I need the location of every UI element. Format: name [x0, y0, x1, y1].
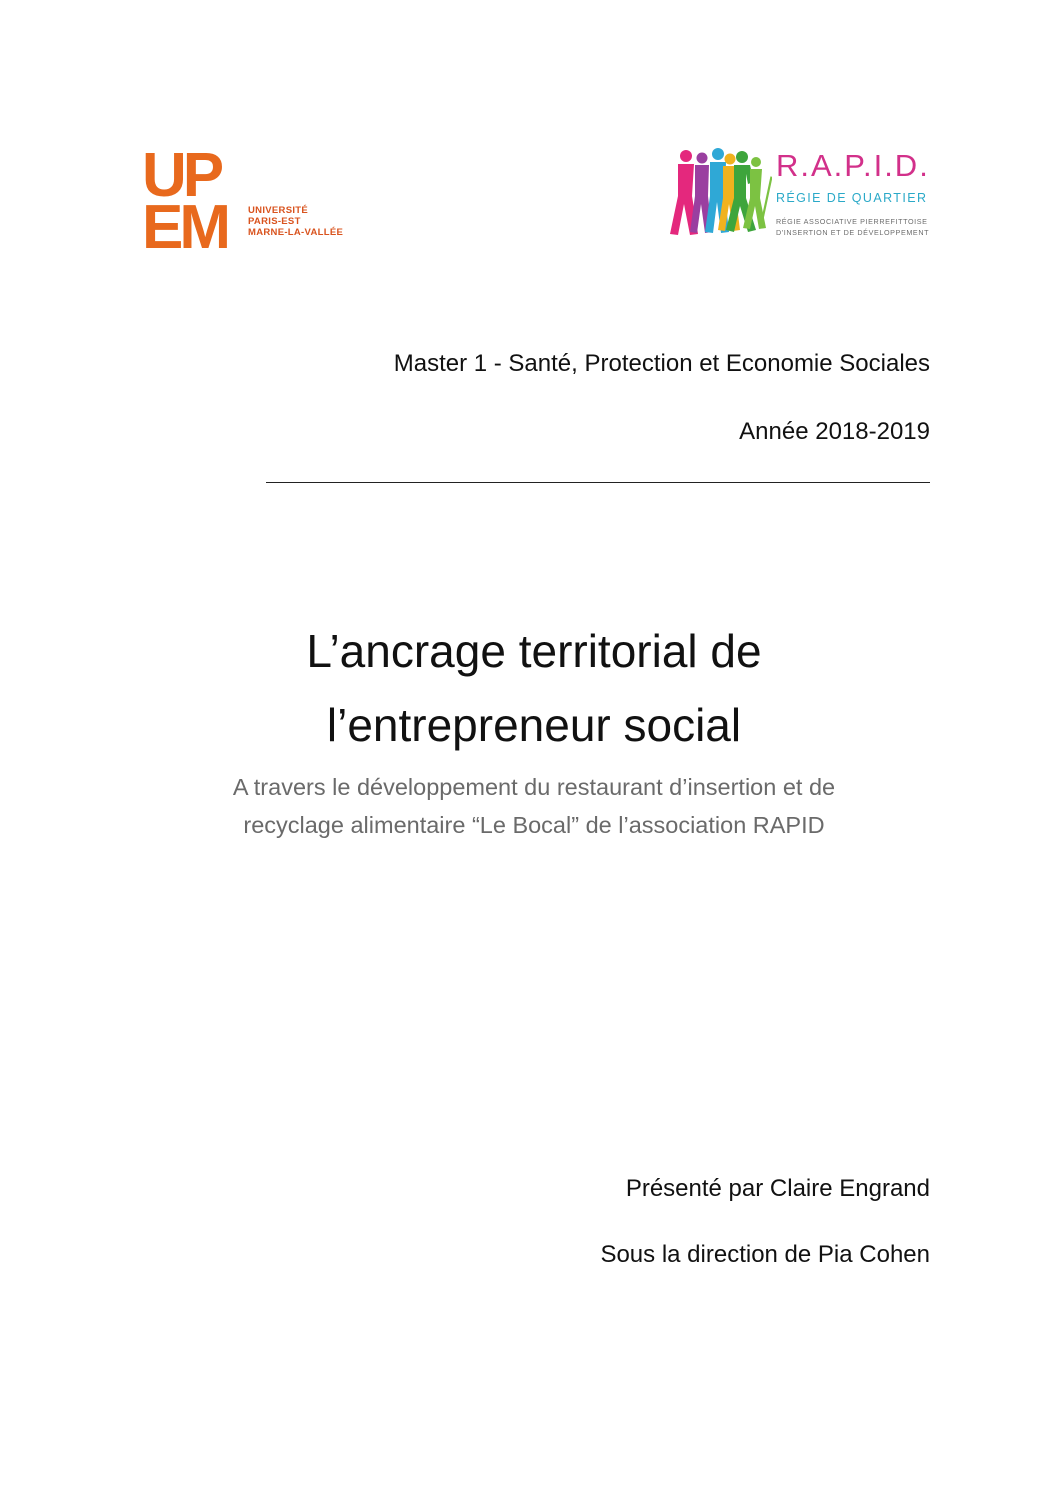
subtitle-line1: A travers le développement du restaurant d’insertion et de — [232, 774, 836, 800]
upem-logo-line1: UP — [142, 141, 221, 210]
page-title-line2: l’entrepreneur social — [326, 699, 742, 751]
upem-university-line1: UNIVERSITÉ — [248, 205, 309, 216]
walking-people-icon — [668, 146, 772, 242]
upem-university-line3: MARNE-LA-VALLÉE — [248, 227, 344, 238]
supervisor: Sous la direction de Pia Cohen — [600, 1241, 930, 1268]
page-title-line1: L’ancrage territorial de — [306, 625, 762, 677]
upem-logo-line2: EM — [142, 193, 227, 262]
upem-logo — [142, 141, 362, 262]
program-name: Master 1 - Santé, Protection et Economie Sociales — [393, 350, 930, 377]
author: Présenté par Claire Engrand — [625, 1175, 930, 1202]
rapid-logo — [668, 146, 930, 246]
upem-university-line2: PARIS-EST — [248, 216, 301, 227]
divider — [266, 482, 930, 483]
subtitle-line2: recyclage alimentaire “Le Bocal” de l’association RAPID — [243, 812, 825, 838]
academic-year: Année 2018-2019 — [739, 418, 930, 445]
rapid-description-line2: D'INSERTION ET DE DÉVELOPPEMENT — [776, 228, 930, 237]
rapid-tagline: RÉGIE DE QUARTIER — [776, 191, 928, 205]
rapid-name: R.A.P.I.D. — [776, 148, 930, 183]
rapid-description-line1: RÉGIE ASSOCIATIVE PIERREFITTOISE — [776, 217, 928, 226]
